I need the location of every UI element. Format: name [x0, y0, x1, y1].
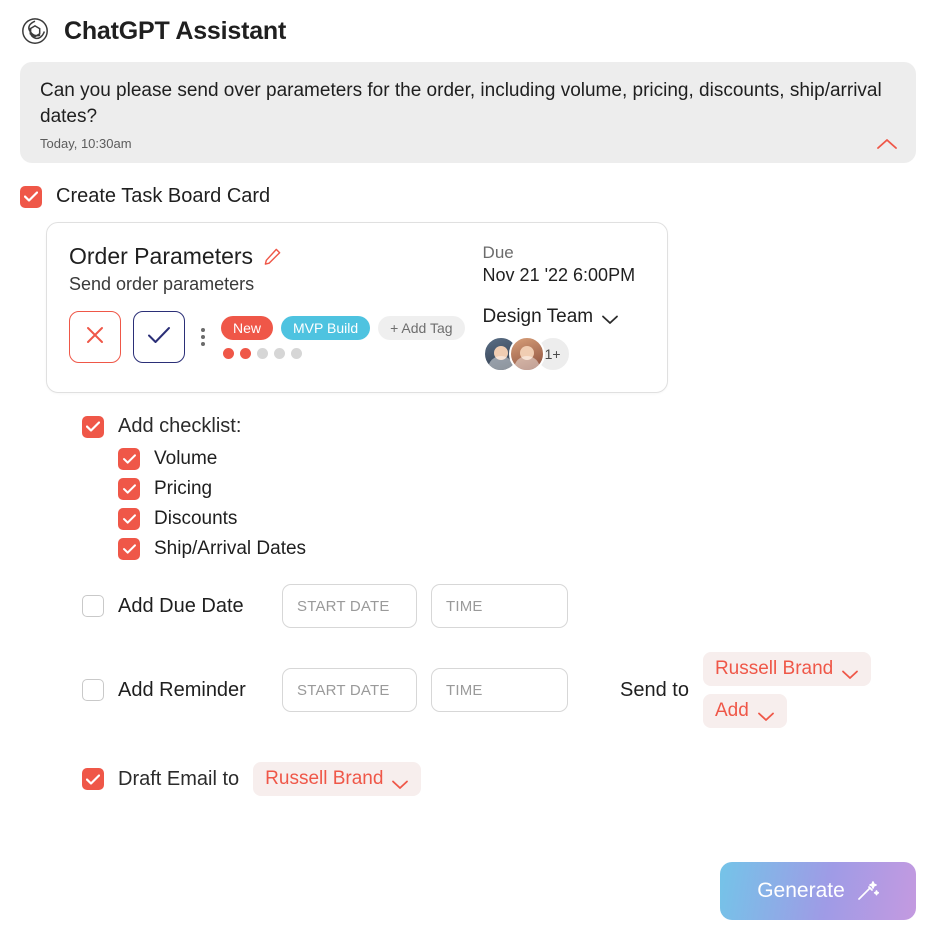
progress-dot — [223, 348, 234, 359]
add-checklist-checkbox[interactable] — [82, 416, 104, 438]
add-checklist-label: Add checklist: — [118, 415, 242, 438]
task-card-right — [465, 243, 665, 372]
reminder-start-input[interactable]: START DATE — [282, 668, 417, 712]
create-card-checkbox[interactable] — [20, 186, 42, 208]
checklist-ship-arrival-checkbox[interactable] — [118, 538, 140, 560]
tag-new[interactable]: New — [221, 316, 273, 340]
draft-email-label: Draft Email to — [118, 767, 240, 790]
checklist-volume-label: Volume — [154, 448, 218, 470]
task-card-subtitle: Send order parameters — [69, 274, 255, 295]
prompt-bubble — [20, 62, 916, 163]
checklist-volume-checkbox[interactable] — [118, 448, 140, 470]
reminder-add-label: Add — [714, 700, 749, 722]
reminder-recipient-dropdown[interactable] — [703, 652, 871, 686]
page-title: ChatGPT Assistant — [64, 16, 287, 45]
avatar[interactable] — [509, 336, 545, 372]
add-reminder-row — [82, 652, 916, 728]
checklist-ship-arrival-label: Ship/Arrival Dates — [154, 538, 307, 560]
prompt-timestamp: Today, 10:30am — [40, 136, 132, 152]
checklist-item-pricing[interactable] — [118, 478, 916, 500]
pencil-icon[interactable] — [263, 247, 282, 266]
openai-logo-icon — [20, 16, 50, 46]
task-card — [46, 222, 668, 393]
generate-button[interactable] — [720, 862, 916, 920]
tags-column — [221, 316, 465, 359]
task-card-actions — [69, 311, 465, 363]
progress-dots — [221, 348, 465, 359]
add-due-date-checkbox[interactable] — [82, 595, 104, 617]
chevron-down-icon — [391, 774, 409, 785]
checklist-items — [118, 448, 916, 560]
chevron-down-icon — [841, 664, 859, 675]
draft-email-row — [82, 762, 916, 796]
due-label: Due — [482, 243, 514, 263]
add-tag-button[interactable]: + Add Tag — [378, 316, 464, 340]
create-task-board-card-row[interactable] — [20, 185, 916, 208]
progress-dot — [274, 348, 285, 359]
add-due-date-row — [82, 584, 916, 628]
task-card-left — [69, 243, 465, 372]
avatar-group — [483, 336, 665, 372]
team-name: Design Team — [482, 306, 594, 328]
reminder-time-input[interactable]: TIME — [431, 668, 568, 712]
add-reminder-checkbox[interactable] — [82, 679, 104, 701]
tag-mvp-build[interactable]: MVP Build — [281, 316, 370, 340]
team-selector[interactable] — [483, 306, 665, 328]
generate-label: Generate — [757, 879, 845, 902]
avatar-overflow-count[interactable]: 1+ — [535, 336, 571, 372]
reminder-recipients — [703, 652, 871, 728]
add-due-date-label: Add Due Date — [118, 594, 244, 617]
checklist-pricing-label: Pricing — [154, 478, 213, 500]
progress-dot — [240, 348, 251, 359]
checklist-discounts-checkbox[interactable] — [118, 508, 140, 530]
reminder-add-wrap — [703, 694, 871, 728]
create-card-label: Create Task Board Card — [56, 185, 271, 208]
checklist-item-discounts[interactable] — [118, 508, 916, 530]
magic-wand-icon — [855, 879, 879, 903]
checklist-item-ship-arrival-dates[interactable] — [118, 538, 916, 560]
due-date-time-input[interactable]: TIME — [431, 584, 568, 628]
chevron-down-icon[interactable] — [601, 312, 619, 323]
reject-button[interactable] — [69, 311, 121, 363]
task-card-title: Order Parameters — [69, 243, 254, 270]
draft-email-checkbox[interactable] — [82, 768, 104, 790]
progress-dot — [257, 348, 268, 359]
task-card-title-row — [69, 243, 465, 270]
chevron-down-icon — [757, 706, 775, 717]
due-date-start-input[interactable]: START DATE — [282, 584, 417, 628]
send-to-label: Send to — [620, 678, 689, 701]
draft-email-recipient-name: Russell Brand — [265, 768, 384, 790]
reminder-add-dropdown[interactable] — [703, 694, 787, 728]
add-reminder-label: Add Reminder — [118, 678, 246, 701]
kebab-menu-icon[interactable] — [197, 328, 209, 346]
app-header — [20, 0, 916, 56]
tag-list — [221, 316, 465, 340]
checklist-discounts-label: Discounts — [154, 508, 238, 530]
checklist-item-volume[interactable] — [118, 448, 916, 470]
prompt-text: Can you please send over parameters for the order, including volume, pricing, discounts, ship/arrival dates? — [40, 80, 882, 127]
reminder-recipient-name: Russell Brand — [714, 658, 834, 680]
check-icon — [147, 326, 171, 349]
close-icon — [84, 324, 106, 351]
progress-dot — [291, 348, 302, 359]
checklist-pricing-checkbox[interactable] — [118, 478, 140, 500]
due-value: Nov 21 '22 6:00PM — [482, 265, 636, 286]
add-checklist-row[interactable] — [82, 415, 916, 438]
chevron-up-icon[interactable] — [876, 137, 898, 151]
draft-email-recipient-dropdown[interactable] — [253, 762, 421, 796]
accept-button[interactable] — [133, 311, 185, 363]
